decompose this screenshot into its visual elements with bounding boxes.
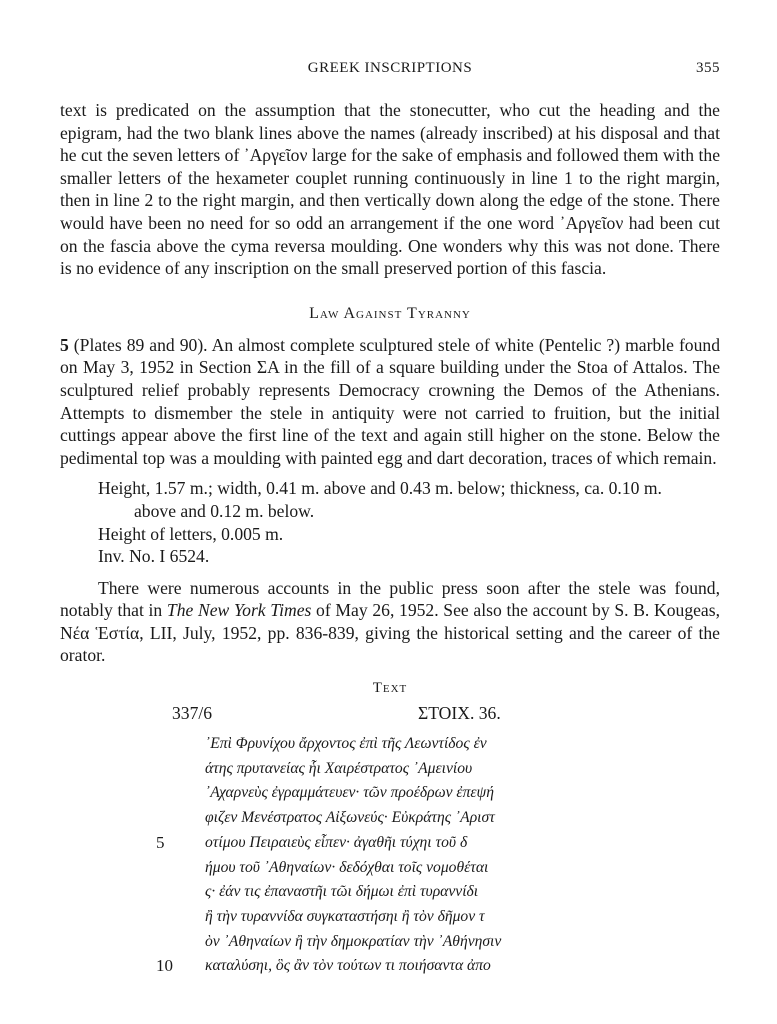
inscription-line-text: ἢ τὴν τυραννίδα συγκαταστήσηι ἢ τὸν δῆμον τ: [205, 907, 485, 925]
press-text-after: of May 26, 1952. See also the account by S. B. Kougeas, Νέα Ἑστία, LII, July, 1952, pp. 836-839, giving the historical setting and the career of the orator.: [60, 600, 720, 666]
inscription-line: [60, 781, 720, 806]
running-header: [60, 60, 720, 86]
stoichedon-count: ΣΤΟΙΧ. 36.: [418, 703, 501, 724]
inscription-line-text: ὸν ᾿Αθηναίων ἢ τὴν δημοκρατίαν τὴν ᾿Αθήνησιν: [205, 932, 502, 950]
inscription-line-text: οτίμου Πειραιεὺς εἶπεν· ἀγαθῆι τύχηι τοῦ δ: [205, 833, 468, 851]
section-heading: Law Against Tyranny: [309, 304, 471, 322]
inscription-line-text: ᾿Αχαρνεὺς ἐγραμμάτευεν· τῶν προέδρων ἐπεψή: [205, 784, 494, 802]
text-date-line: [60, 699, 720, 725]
inventory-number: Inv. No. I 6524.: [98, 546, 210, 567]
inscription-line: [60, 930, 720, 955]
entry-number: 5: [60, 334, 69, 355]
inscription-line: [60, 831, 720, 856]
dimensions-continuation: above and 0.12 m. below.: [134, 500, 315, 521]
entry-paragraph: [60, 334, 720, 470]
newspaper-title: The New York Times: [166, 600, 312, 621]
inscription-line-text: άτης πρυτανείας ἧι Χαιρέστρατος ᾿Αμεινίου: [205, 759, 473, 777]
inscription-line: [60, 732, 720, 757]
page: [60, 60, 720, 979]
inscription-line: [60, 757, 720, 782]
inscription-line-text: ήμου τοῦ ᾿Αθηναίων· δεδόχθαι τοῖς νομοθέται: [205, 858, 489, 876]
inscription-line: [60, 856, 720, 881]
inscription-line-text: ς· ἐάν τις ἐπαναστῆι τῶι δήμωι ἐπὶ τυραννίδι: [205, 883, 479, 901]
press-text-before: There were numerous accounts in the public press soon after the stele was found, notably that in: [60, 577, 720, 621]
continuation-paragraph: text is predicated on the assumption that the stonecutter, who cut the heading and the epigram, had the two blank lines above the names (already inscribed) at his disposal and that he cut the seven letters of ᾿Αργεῖον large for the sake of emphasis and followed them with the smaller letters of the hexameter couplet running continuously in line 1 to the right margin, then in line 2 to the right margin, and then vertically down along the edge of the stone. There would have been no need for so odd an arrangement if the one word ᾿Αργεῖον had been cut on the fascia above the cyma reversa moulding. One wonders why this was not done. There is no evidence of any inscription on the small preserved portion of this fascia.: [60, 100, 720, 279]
letter-height: Height of letters, 0.005 m.: [98, 523, 284, 544]
inscription-line: [60, 806, 720, 831]
entry-metadata: [60, 477, 720, 567]
press-paragraph: [60, 577, 720, 667]
inscription-line-text: φιζεν Μενέστρατος Αἰξωνεύς· Εὐκράτης ᾿Αριστ: [205, 809, 495, 827]
inscription-line: [60, 954, 720, 979]
greek-inscription-text: [60, 732, 720, 979]
running-title: GREEK INSCRIPTIONS: [307, 60, 473, 76]
inscription-line-text: ᾿Επὶ Φρυνίχου ἄρχοντος ἐπὶ τῆς Λεωντίδος ἐν: [205, 735, 487, 753]
line-number: 5: [156, 832, 165, 852]
entry-description: (Plates 89 and 90). An almost complete sculptured stele of white (Pentelic ?) marble found on May 3, 1952 in Section ΣΑ in the fill of a square building under the Stoa of Attalos. The sculptured relief probably represents Democracy crowning the Demos of the Athenians. Attempts to dismember the stele in antiquity were not carried to fruition, but the initial cuttings appear above the first line of the text and again still higher on the stone. Below the pedimental top was a moulding with painted egg and dart decoration, traces of which remain.: [60, 334, 720, 468]
text-date: 337/6: [172, 703, 213, 724]
page-number: 355: [696, 60, 720, 76]
inscription-line-text: καταλύσηι, ὃς ἂν τὸν τούτων τι ποιήσαντα ἀπο: [205, 957, 491, 975]
inscription-line: [60, 880, 720, 905]
inscription-line: [60, 905, 720, 930]
text-heading: Text: [372, 680, 408, 697]
dimensions-line: Height, 1.57 m.; width, 0.41 m. above and 0.43 m. below; thickness, ca. 0.10 m.: [98, 478, 662, 499]
line-number: 10: [156, 956, 173, 976]
